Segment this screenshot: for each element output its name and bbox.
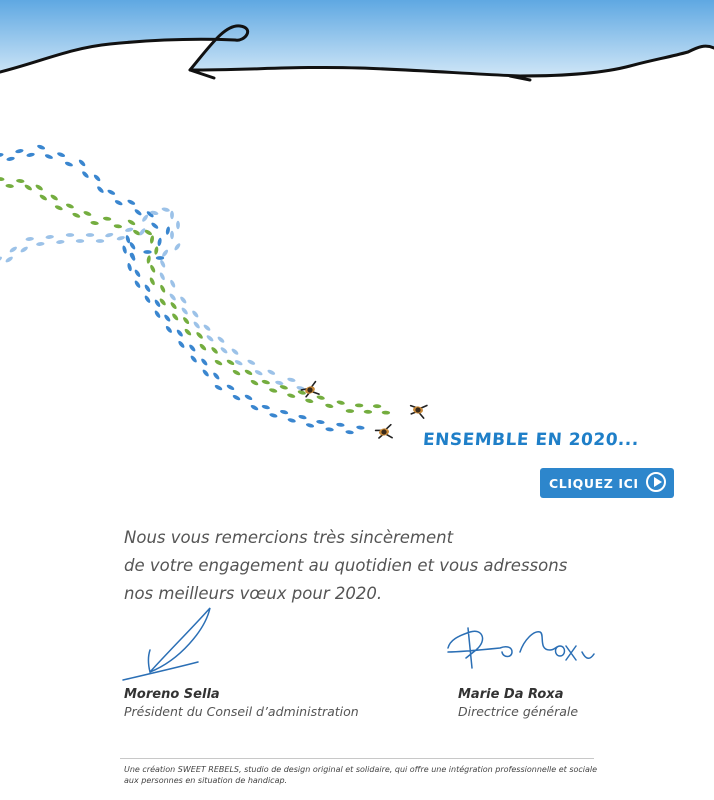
footprint: [177, 340, 185, 349]
footprint: [72, 212, 81, 219]
footprint: [269, 388, 278, 394]
footprint: [247, 359, 256, 366]
footprint: [161, 207, 170, 213]
footprint: [44, 153, 53, 160]
footprint: [5, 256, 14, 264]
footprint: [210, 346, 219, 355]
footprint: [141, 214, 149, 223]
footprint: [113, 224, 122, 229]
footprint: [373, 404, 382, 408]
footprint: [261, 404, 270, 410]
message-line-3: nos meilleurs vœux pour 2020.: [124, 584, 383, 603]
footprint: [305, 398, 314, 404]
footprint: [56, 240, 65, 245]
footprint: [181, 307, 189, 316]
footprint: [125, 235, 131, 244]
footprint: [122, 245, 128, 254]
footprint: [149, 235, 154, 244]
footprint: [173, 242, 181, 251]
footprint: [9, 246, 18, 254]
walker-figure: [375, 425, 393, 441]
credit-note: [124, 764, 604, 786]
footprint: [217, 336, 226, 344]
footprint: [244, 369, 253, 376]
footprint: [316, 395, 325, 401]
footprint: [179, 296, 187, 305]
signatory-role: Directrice générale: [458, 704, 579, 719]
footprint: [195, 331, 204, 340]
footprint: [165, 226, 170, 235]
footprint: [39, 194, 48, 202]
footprint: [116, 235, 125, 241]
footprint: [16, 179, 25, 184]
footprint: [125, 227, 134, 233]
footprint: [163, 314, 171, 323]
signature-marie-da-roxa: [448, 628, 594, 668]
footprint: [96, 185, 105, 194]
footprint: [287, 377, 296, 383]
footprint: [57, 151, 66, 158]
footprint: [203, 324, 212, 332]
footprint: [134, 269, 142, 278]
footprint: [127, 199, 136, 206]
credit-line-1: Une création SWEET REBELS, studio de design original et solidaire, qui offre une intégration professionnelle et sociale: [124, 765, 598, 774]
footprint: [65, 203, 74, 210]
footprint: [171, 312, 179, 321]
message-line-2: de votre engagement au quotidien et vous adressons: [124, 556, 568, 575]
footprint: [305, 422, 314, 428]
footprint: [269, 412, 278, 418]
footprint-trails: [0, 144, 390, 435]
footprint: [279, 384, 288, 390]
thank-you-message: [124, 524, 567, 608]
play-circle-icon: [646, 472, 666, 492]
footprint: [188, 344, 196, 353]
footprint: [25, 237, 34, 242]
footprint: [161, 249, 169, 258]
footprint: [184, 328, 193, 337]
footprint: [244, 394, 253, 401]
footprint: [0, 152, 4, 157]
signatory-name: Marie Da Roxa: [458, 687, 564, 702]
walkers: [300, 382, 426, 441]
footprint: [220, 346, 229, 354]
footprint: [96, 239, 104, 243]
footprint: [325, 427, 334, 432]
footprint: [78, 159, 87, 168]
footprint: [129, 241, 137, 250]
footprint: [316, 420, 325, 425]
footprint: [105, 232, 114, 238]
footprint: [325, 403, 334, 409]
footprint: [149, 277, 156, 286]
footprint: [154, 310, 162, 319]
click-here-button[interactable]: [540, 468, 674, 498]
footprint: [190, 355, 198, 364]
footprint: [364, 410, 373, 414]
footprint: [103, 216, 112, 221]
footprint: [83, 210, 92, 217]
footprint: [182, 316, 190, 325]
footprint: [200, 358, 208, 367]
footprint: [50, 194, 59, 202]
footprint: [254, 369, 263, 376]
footprint: [176, 329, 184, 338]
footprint: [199, 343, 208, 352]
footprint: [45, 235, 54, 240]
footprint: [127, 263, 133, 272]
signatory-director: [458, 686, 578, 721]
footprint: [159, 284, 166, 293]
footprint: [170, 211, 174, 219]
footprint: [5, 184, 14, 189]
footprint: [86, 233, 94, 237]
signatory-role: Président du Conseil d’administration: [124, 704, 359, 719]
footprint: [20, 246, 29, 254]
footprint: [355, 403, 364, 407]
footprint: [6, 156, 15, 161]
click-here-label: CLIQUEZ ICI: [549, 475, 639, 491]
footprint: [159, 272, 166, 281]
footprint: [176, 221, 180, 229]
footprint: [154, 246, 159, 255]
footprint: [169, 279, 176, 288]
footprint: [134, 208, 143, 216]
footprint: [143, 250, 151, 254]
footprint: [382, 411, 391, 415]
footprint: [170, 231, 174, 239]
footprint: [93, 174, 102, 183]
footprint: [134, 280, 142, 289]
signatory-president: [124, 686, 359, 721]
footprint: [90, 221, 99, 226]
footprint: [214, 384, 223, 391]
footprint: [169, 301, 177, 310]
signatory-name: Moreno Sella: [124, 687, 220, 702]
footprint: [35, 184, 44, 192]
footprint: [24, 184, 33, 192]
footprint: [336, 422, 345, 427]
footprint: [114, 199, 123, 206]
footprint: [157, 237, 162, 246]
footprint: [275, 380, 284, 386]
footprint: [81, 170, 90, 179]
footprint: [202, 369, 210, 378]
footprint: [15, 148, 24, 153]
footprint: [144, 284, 152, 293]
footprint: [214, 359, 223, 366]
footprint: [165, 325, 173, 334]
footprint: [150, 222, 159, 230]
footprint: [212, 372, 220, 381]
footprint: [231, 348, 240, 356]
footprint: [298, 414, 307, 420]
footprint: [287, 417, 296, 423]
footprint: [0, 256, 3, 264]
footprint: [107, 189, 116, 196]
footer-divider: [120, 758, 594, 759]
sky: [0, 0, 714, 76]
footprint: [127, 219, 136, 227]
signature-moreno-sella: [123, 608, 210, 680]
footprint: [336, 400, 345, 406]
credit-line-2: aux personnes en situation de handicap.: [124, 776, 288, 785]
footprint: [37, 144, 46, 151]
footprint: [356, 425, 365, 430]
footprint: [206, 334, 215, 342]
footprint: [287, 393, 296, 399]
footprint: [0, 177, 5, 182]
footprint: [261, 379, 270, 385]
footprint: [232, 369, 241, 376]
footprint: [250, 404, 259, 411]
footprint: [36, 242, 45, 247]
footprint: [169, 293, 177, 302]
footprint: [159, 259, 166, 268]
walker-figure: [409, 403, 427, 419]
footprint: [267, 369, 276, 376]
footprint: [226, 384, 235, 391]
footprint: [234, 359, 243, 366]
message-line-1: Nous vous remercions très sincèrement: [124, 528, 454, 547]
footprint: [26, 152, 35, 157]
footprint: [191, 310, 199, 319]
footprint: [250, 379, 259, 386]
footprint: [232, 394, 241, 401]
footprint: [193, 321, 201, 330]
headline: ENSEMBLE EN 2020...: [422, 430, 640, 450]
footprint: [149, 264, 156, 273]
footprint: [146, 255, 151, 264]
footprint: [226, 359, 235, 366]
footprint: [54, 204, 63, 211]
footprint: [76, 239, 84, 243]
footprint: [345, 430, 354, 435]
footprint: [346, 409, 355, 413]
footprint: [144, 295, 152, 304]
footprint: [280, 409, 289, 415]
footprint: [64, 161, 73, 168]
footprint: [66, 233, 74, 237]
